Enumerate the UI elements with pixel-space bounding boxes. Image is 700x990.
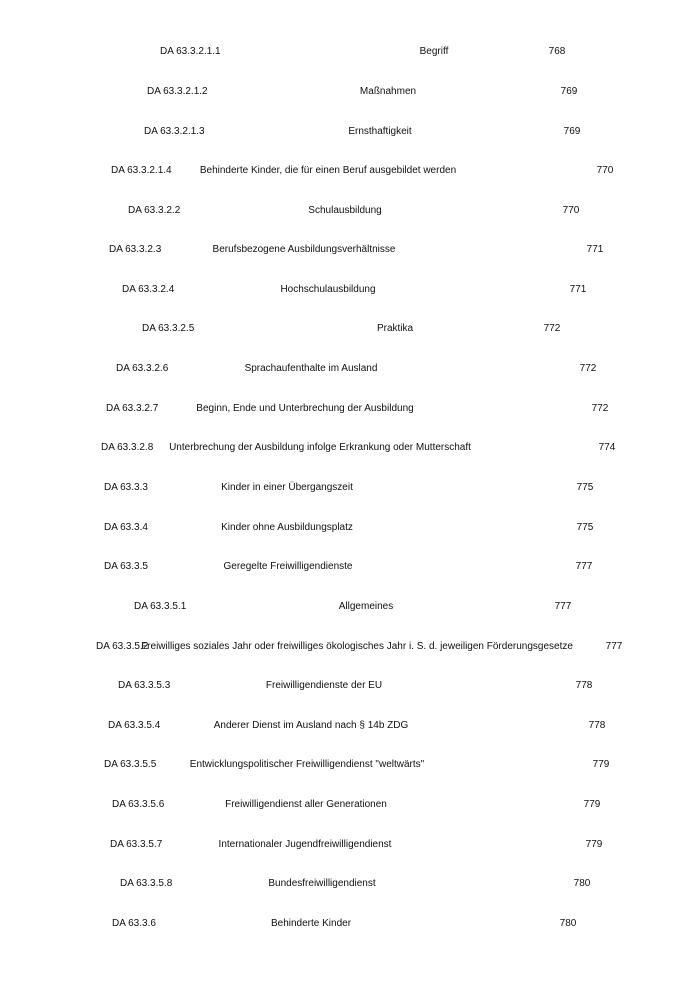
toc-title: Sprachaufenthalte im Ausland [244, 363, 378, 374]
toc-page-number: 775 [576, 522, 594, 533]
toc-page-number: 772 [591, 403, 609, 414]
toc-row [0, 203, 700, 219]
toc-page-number: 778 [588, 720, 606, 731]
toc-code: DA 63.3.5.3 [118, 680, 171, 691]
toc-page-number: 769 [563, 126, 581, 137]
toc-row [0, 44, 700, 60]
toc-page-number: 779 [583, 799, 601, 810]
toc-code: DA 63.3.5.7 [110, 839, 163, 850]
toc-title: Kinder in einer Übergangszeit [221, 482, 353, 493]
toc-title: Geregelte Freiwilligendienste [223, 561, 353, 572]
toc-row [0, 440, 700, 456]
toc-title: Freiwilliges soziales Jahr oder freiwilliges ökologisches Jahr i. S. d. jeweiligen Förderungsgesetze [141, 641, 573, 652]
toc-code: DA 63.3.5.1 [134, 601, 187, 612]
toc-code: DA 63.3.2.2 [128, 205, 181, 216]
toc-row [0, 401, 700, 417]
toc-row [0, 916, 700, 932]
toc-row [0, 797, 700, 813]
toc-title: Freiwilligendienst aller Generationen [225, 799, 387, 810]
toc-code: DA 63.3.5.4 [108, 720, 161, 731]
toc-row [0, 757, 700, 773]
toc-row [0, 599, 700, 615]
toc-title: Hochschulausbildung [280, 284, 376, 295]
toc-title: Ernsthaftigkeit [348, 126, 412, 137]
toc-code: DA 63.3.2.4 [122, 284, 175, 295]
toc-page-number: 779 [592, 759, 610, 770]
toc-page-number: 777 [605, 641, 623, 652]
toc-row [0, 718, 700, 734]
toc-row [0, 124, 700, 140]
toc-row [0, 282, 700, 298]
toc-row [0, 559, 700, 575]
toc-title: Anderer Dienst im Ausland nach § 14b ZDG [213, 720, 409, 731]
toc-page-number: 774 [598, 442, 616, 453]
toc-page-number: 771 [586, 244, 604, 255]
toc-row [0, 520, 700, 536]
toc-title: Beginn, Ende und Unterbrechung der Ausbildung [196, 403, 414, 414]
toc-title: Schulausbildung [308, 205, 382, 216]
toc-page-number: 772 [579, 363, 597, 374]
toc-row [0, 678, 700, 694]
toc-title: Behinderte Kinder, die für einen Beruf ausgebildet werden [199, 165, 457, 176]
toc-title: Entwicklungspolitischer Freiwilligendienst "weltwärts" [189, 759, 425, 770]
toc-code: DA 63.3.6 [112, 918, 156, 929]
toc-title: Freiwilligendienste der EU [265, 680, 383, 691]
toc-title: Unterbrechung der Ausbildung infolge Erkrankung oder Mutterschaft [169, 442, 471, 453]
toc-code: DA 63.3.2.7 [106, 403, 159, 414]
toc-code: DA 63.3.2.6 [116, 363, 169, 374]
toc-code: DA 63.3.5.2 [96, 641, 149, 652]
toc-title: Allgemeines [338, 601, 394, 612]
toc-title: Bundesfreiwilligendienst [268, 878, 376, 889]
toc-row [0, 242, 700, 258]
toc-code: DA 63.3.5.6 [112, 799, 165, 810]
toc-code: DA 63.3.2.1.4 [111, 165, 172, 176]
toc-title: Internationaler Jugendfreiwilligendienst [218, 839, 392, 850]
toc-code: DA 63.3.5.5 [104, 759, 157, 770]
toc-code: DA 63.3.3 [104, 482, 148, 493]
toc-code: DA 63.3.2.3 [109, 244, 162, 255]
toc-page-number: 777 [575, 561, 593, 572]
toc-title: Kinder ohne Ausbildungsplatz [221, 522, 353, 533]
toc-title: Begriff [419, 46, 449, 57]
toc-title: Behinderte Kinder [270, 918, 352, 929]
toc-code: DA 63.3.5 [104, 561, 148, 572]
toc-page-number: 770 [562, 205, 580, 216]
toc-page-number: 780 [573, 878, 591, 889]
toc-row [0, 480, 700, 496]
toc-page-number: 769 [560, 86, 578, 97]
toc-page-number: 771 [569, 284, 587, 295]
toc-code: DA 63.3.2.1.3 [144, 126, 205, 137]
toc-page-number: 778 [575, 680, 593, 691]
toc-page-number: 777 [554, 601, 572, 612]
toc-row [0, 163, 700, 179]
toc-row [0, 321, 700, 337]
toc-code: DA 63.3.4 [104, 522, 148, 533]
toc-row [0, 876, 700, 892]
toc-code: DA 63.3.5.8 [120, 878, 173, 889]
toc-code: DA 63.3.2.1.1 [160, 46, 221, 57]
toc-row [0, 639, 700, 655]
toc-title: Maßnahmen [359, 86, 417, 97]
toc-page-number: 779 [585, 839, 603, 850]
toc-page-number: 770 [596, 165, 614, 176]
toc-code: DA 63.3.2.1.2 [147, 86, 208, 97]
toc-page-number: 780 [559, 918, 577, 929]
toc-title: Berufsbezogene Ausbildungsverhältnisse [212, 244, 396, 255]
toc-code: DA 63.3.2.5 [142, 323, 195, 334]
toc-code: DA 63.3.2.8 [101, 442, 154, 453]
toc-page-number: 772 [543, 323, 561, 334]
toc-page-number: 775 [576, 482, 594, 493]
toc-row [0, 837, 700, 853]
toc-row [0, 84, 700, 100]
toc-title: Praktika [376, 323, 414, 334]
toc-row [0, 361, 700, 377]
toc-page-number: 768 [548, 46, 566, 57]
